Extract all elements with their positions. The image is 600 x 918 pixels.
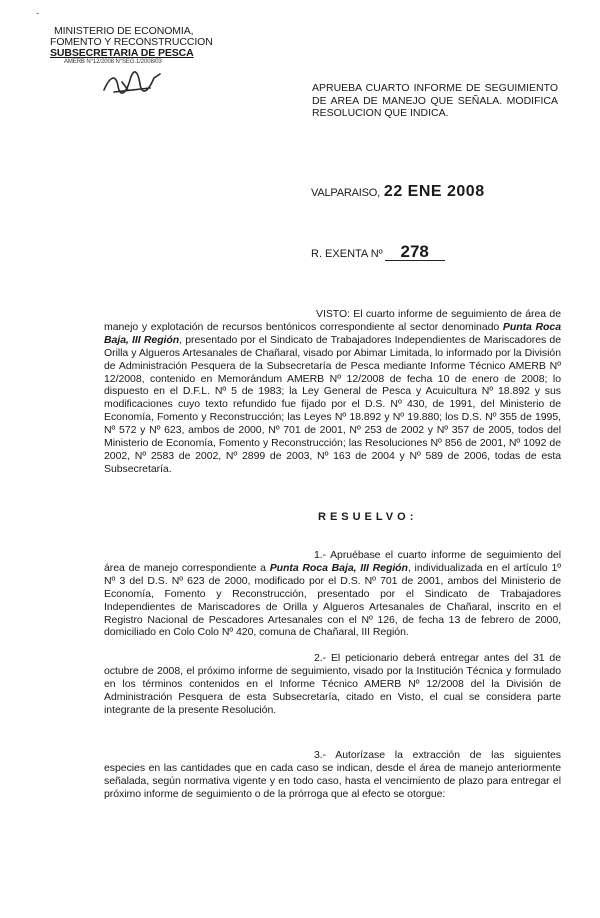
visto-text-part-1: VISTO: El cuarto informe de seguimiento de área de manejo y explotación de recursos bentónicos correspondiente al sector denominado (104, 308, 561, 333)
ministry-name-line-2: FOMENTO Y RECONSTRUCCION (50, 36, 213, 48)
resolution-item-3: 3.- Autorízase la extracción de las siguientes especies en las cantidades que en cada caso se indican, desde el área de manejo anteriormente señalada, según normativa vigente y en todo caso, hasta el vencimiento de plazo para entregar el próximo informe de seguimiento o de la prórroga que al efecto se otorgue: (104, 749, 561, 800)
item-1-text-part-1: 1.- Apruébase el cuarto informe de seguimiento del área de manejo correspondiente a (104, 549, 561, 574)
visto-sector-name: Punta Roca Baja, III Región (104, 320, 561, 346)
date-place: VALPARAISO, (311, 187, 380, 199)
visto-paragraph (104, 308, 561, 476)
date-stamp: 22 ENE 2008 (383, 183, 485, 200)
resolution-number: 278 (385, 244, 445, 261)
item-1-text-part-2: , individualizada en el artículo 1º Nº 3 del D.S. Nº 623 de 2000, modificado por el D.S. Nº 701 de 2001, ambos del Ministerio de Economía, Fomento y Reconstrucción, presentado por el Sindicato de Trabajadores Independientes de Mariscadores de Orilla y Algueros Artesanales de Chañaral, inscrito en el Registro Nacional de Pescadores Artesanales con el Nº 126, de fecha 13 de febrero de 2000, domiciliado en Colo Colo Nº 420, comuna de Chañaral, III Región. (104, 561, 562, 639)
resolution-summary: APRUEBA CUARTO INFORME DE SEGUIMIENTO DE AREA DE MANEJO QUE SEÑALA. MODIFICA RESOLUCION QUE INDICA. (312, 82, 558, 119)
handwritten-signature (100, 68, 170, 98)
date-line (311, 183, 561, 201)
visto-text-part-2: , presentado por el Sindicato de Trabajadores Independientes de Mariscadores de Orilla y Algueros Artesanales de Chañaral, visado por Abimar Limitada, lo informado por la División de Administración Pesquera de la Subsecretaría de Pesca mediante Informe Técnico AMERB Nº 12/2008, contenido en Memorándum AMERB Nº 12/2008 de fecha 10 de enero de 2008; lo dispuesto en el D.F.L. Nº 5 de 1983; la Ley General de Pesca y Acuicultura Nº 18.892 y sus modificaciones cuyo texto refundido fue fijado por el D.S. Nº 430, de 1991, del Ministerio de Economía, Fomento y Reconstrucción; las Leyes Nº 18.892 y Nº 19.880; los D.S. Nº 355 de 1995, Nº 572 y Nº 623, ambos de 2000, Nº 701 de 2001, Nº 253 de 2002 y Nº 357 de 2005, todos del Ministerio de Economía, Fomento y Reconstrucción; las Resoluciones Nº 856 de 2001, Nº 1092 de 2002, Nº 2583 de 2002, Nº 2899 de 2003, Nº 163 de 2004 y Nº 589 de 2006, todas de esta Subsecretaría. (104, 333, 561, 475)
resolution-number-line (311, 244, 471, 262)
resolution-label: R. EXENTA Nº (311, 248, 383, 260)
resolution-item-2: 2.- El peticionario deberá entregar antes del 31 de octubre de 2008, el próximo informe de seguimiento, visado por la Institución Técnica y formulado en los términos contenidos en el Informe Técnico AMERB Nº 12/2008 del la División de Administración Pesquera de esta Subsecretaría, citado en Visto, el cual se considera parte integrante de la presente Resolución. (104, 652, 561, 716)
corner-mark: - (36, 8, 39, 18)
resolution-item-1 (104, 549, 561, 639)
resuelvo-heading: RESUELVO: (318, 511, 418, 523)
ministry-name-line-1: MINISTERIO DE ECONOMIA, (54, 25, 194, 37)
letterhead (50, 26, 250, 66)
undersecretariat-name: SUBSECRETARIA DE PESCA (50, 47, 194, 59)
item-1-sector-name: Punta Roca Baja, III Región (269, 561, 408, 574)
reference-code: AMERB N°12/2008 N°SEG.1/2008/03 (64, 59, 162, 65)
